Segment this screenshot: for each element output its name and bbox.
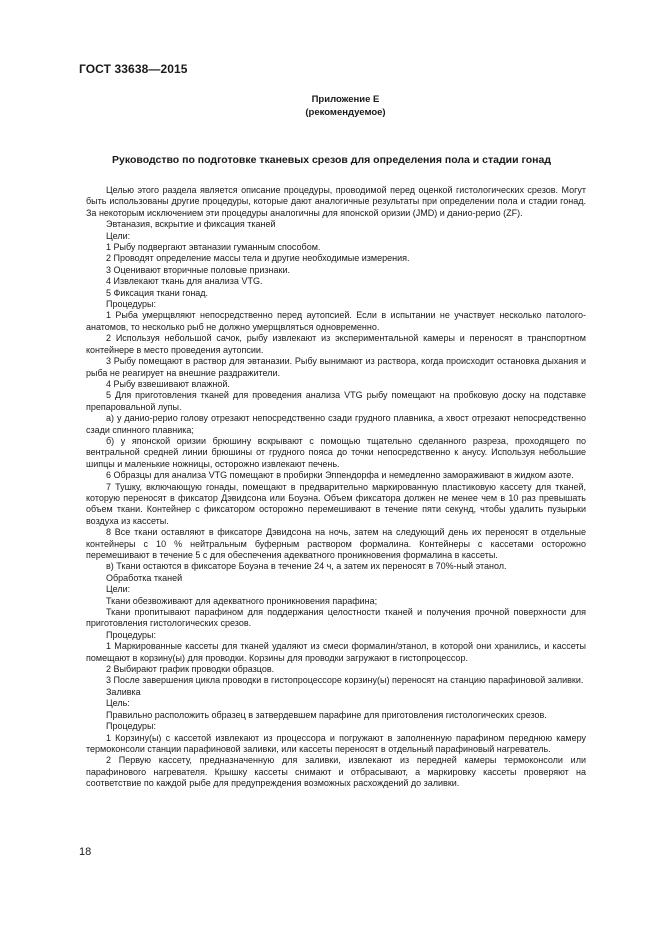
- annex-subtitle: (рекомендуемое): [305, 107, 386, 118]
- paragraph: 1 Рыба умерщвляют непосредственно перед аутопсией. Если в испытании не участвует несколько патолого-анатомов, то несколько рыб не должно умерщвляться одновременно.: [86, 310, 586, 332]
- paragraph: 3 После завершения цикла проводки в гистопроцессоре корзину(ы) переносят на станцию парафиновой заливки.: [106, 675, 584, 686]
- paragraph: 1 Корзину(ы) с кассетой извлекают из процессора и погружают в заполненную парафином переднюю камеру термоконсоли станции парафиновой заливки, или кассеты переносят в отдельный парафиновый нагреватель.: [86, 732, 586, 754]
- paragraph: Цели:: [106, 230, 131, 241]
- paragraph: 3 Рыбу помещают в раствор для эвтаназии. Рыбу вынимают из раствора, когда происходит остановка дыхания и рыба не реагирует на внешние раздражители.: [86, 356, 586, 378]
- standard-header: ГОСТ 33638—2015: [79, 62, 188, 76]
- paragraph: 5 Фиксация ткани гонад.: [106, 287, 209, 298]
- paragraph: б) у японской оризии брюшину вскрывают с помощью тщательно сделанного разреза, проходящего по вентральной средней линии брюшины от грудного пояса до точки непосредственно к анусу. Используя небольшие шипцы и маленькие ножницы, осторожно извлекают печень.: [86, 435, 586, 469]
- paragraph: 2 Проводят определение массы тела и другие необходимые измерения.: [106, 253, 410, 264]
- body-text: [86, 185, 586, 790]
- paragraph: Процедуры:: [106, 629, 156, 640]
- paragraph: Процедуры:: [106, 721, 156, 732]
- paragraph: 4 Извлекают ткань для анализа VTG.: [106, 276, 263, 287]
- annex-heading: [0, 93, 661, 119]
- paragraph: 5 Для приготовления тканей для проведения анализа VTG рыбу помещают на пробковую доску на подставке препаровальной лупы.: [86, 390, 586, 412]
- paragraph: 7 Тушку, включающую гонады, помещают в предварительно маркированную пластиковую кассету для тканей, которую переносят в фиксатор Дэвидсона или Боуэна. Объем фиксатора должен не менее чем в 10 раз превышать объем ткани. Контейнер с фиксатором осторожно перемешивают в течение пяти секунд, чтобы удалить пузырьки воздуха из кассеты.: [86, 481, 586, 526]
- paragraph: 3 Оценивают вторичные половые признаки.: [106, 264, 290, 275]
- paragraph: а) у данио-рерио голову отрезают непосредственно сзади грудного плавника, а хвост отрезают непосредственно сзади спинного плавника;: [86, 413, 586, 435]
- paragraph: Эвтаназия, вскрытие и фиксация тканей: [106, 219, 276, 230]
- paragraph: Ткани пропитывают парафином для поддержания целостности тканей и получения прочной поверхности для приготовления гистологических срезов.: [86, 607, 586, 629]
- paragraph: Целью этого раздела является описание процедуры, проводимой перед оценкой гистологических срезов. Могут быть использованы другие процедуры, которые дают аналогичные результаты при определении пола и стадии гонад. За некоторым исключением эти процедуры аналогичны для японской оризии (JMD) и данио-рерио (ZF).: [86, 185, 586, 218]
- annex-title: Приложение Е: [311, 94, 380, 105]
- paragraph: Цели:: [106, 584, 131, 595]
- paragraph: 1 Маркированные кассеты для тканей удаляют из смеси формалин/этанол, в которой они хранились, и кассеты помещают в корзину(ы) для проводки. Корзины для проводки загружают в гистопроцессор.: [86, 641, 586, 663]
- paragraph: Заливка: [106, 686, 141, 697]
- paragraph: Правильно расположить образец в затвердевшем парафине для приготовления гистологических срезов.: [106, 709, 547, 720]
- paragraph: 2 Выбирают график проводки образцов.: [106, 664, 275, 675]
- paragraph: в) Ткани остаются в фиксаторе Боуэна в течение 24 ч, а затем их переносят в 70%-ный этанол.: [106, 561, 507, 572]
- page-number: 18: [79, 846, 92, 858]
- section-title: Руководство по подготовке тканевых срезов для определения пола и стадии гонад: [112, 154, 551, 166]
- paragraph: 1 Рыбу подвергают эвтаназии гуманным способом.: [106, 242, 321, 253]
- paragraph: 6 Образцы для анализа VTG помещают в пробирки Эппендорфа и немедленно замораживают в жидком азоте.: [106, 470, 574, 481]
- paragraph: 4 Рыбу взвешивают влажной.: [106, 378, 230, 389]
- paragraph: Ткани обезвоживают для адекватного проникновения парафина;: [106, 595, 378, 606]
- paragraph: Процедуры:: [106, 299, 156, 310]
- paragraph: Обработка тканей: [106, 572, 183, 583]
- paragraph: 8 Все ткани оставляют в фиксаторе Дэвидсона на ночь, затем на следующий день их переносят в отдельные контейнеры с 10 % нейтральным буферным раствором формалина. Контейнеры с кассетами осторожно перемешивают в течение 5 с для обеспечения адекватного проникновения формалина в кассеты.: [86, 527, 586, 560]
- paragraph: 2 Первую кассету, предназначенную для заливки, извлекают из передней камеры термоконсоли или парафинового нагревателя. Крышку кассеты снимают и отбрасывают, а маркировку кассеты проверяют на соответствие по каждой рыбе для предупреждения возможных расхождений до заливки.: [86, 755, 586, 789]
- paragraph: 2 Используя небольшой сачок, рыбу извлекают из экспериментальной камеры и переносят в транспортном контейнере в место проведения аутопсии.: [86, 333, 586, 355]
- paragraph: Цель:: [106, 698, 130, 709]
